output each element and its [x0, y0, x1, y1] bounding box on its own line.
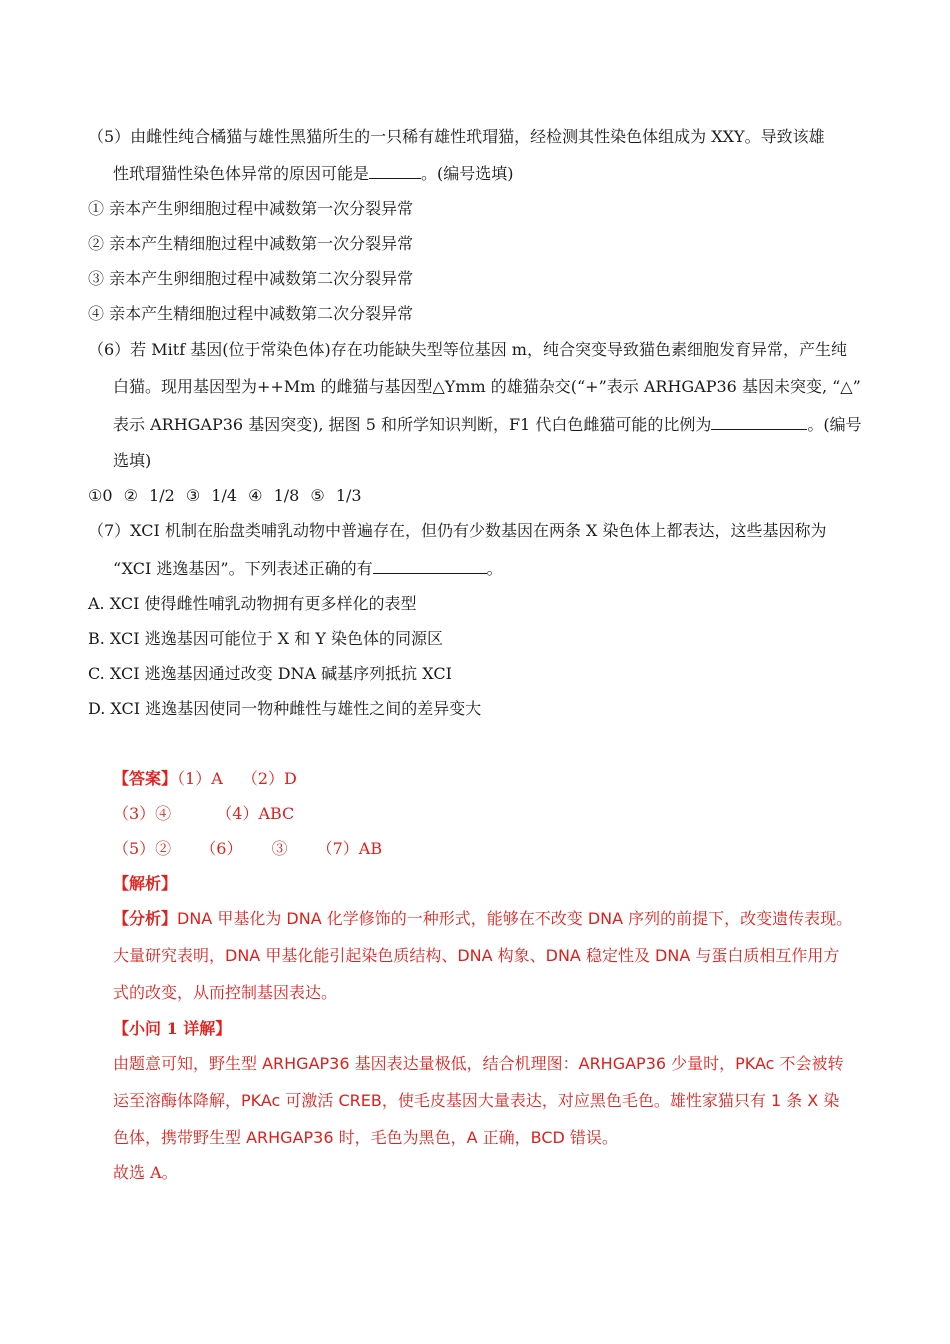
- q5-option-3: ③ 亲本产生卵细胞过程中减数第二次分裂异常: [88, 269, 414, 288]
- q7-line2: [113, 557, 503, 580]
- answer-row-3: （5）② （6） ③ （7）AB: [113, 839, 383, 858]
- fenxi-line-1: [113, 908, 852, 930]
- sub1-line-2: 运至溶酶体降解，PKAc 可激活 CREB，使毛皮基因大量表达，对应黑色毛色。雄性家猫只有 1 条 X 染: [113, 1091, 840, 1110]
- answer-row-2: （3）④ （4）ABC: [113, 804, 295, 823]
- q6-options: ①0 ② 1/2 ③ 1/4 ④ 1/8 ⑤ 1/3: [88, 486, 362, 505]
- q7-option-b: B. XCI 逃逸基因可能位于 X 和 Y 染色体的同源区: [88, 629, 443, 648]
- q6-line3-suffix: 。(编号: [807, 415, 862, 434]
- conclusion: 故选 A。: [113, 1163, 178, 1182]
- sub1-line-3: 色体，携带野生型 ARHGAP36 时，毛色为黑色，A 正确，BCD 错误。: [113, 1128, 618, 1147]
- q7-option-c: C. XCI 逃逸基因通过改变 DNA 碱基序列抵抗 XCI: [88, 664, 452, 683]
- q6-line3: [113, 413, 862, 436]
- q7-line1: （7）XCI 机制在胎盘类哺乳动物中普遍存在，但仍有少数基因在两条 X 染色体上都表达，这些基因称为: [88, 521, 827, 540]
- q5-option-1: ① 亲本产生卵细胞过程中减数第一次分裂异常: [88, 199, 414, 218]
- answer-row-1-text: （1）A （2）D: [177, 769, 297, 788]
- sub1-label: 【小问 1 详解】: [113, 1019, 232, 1038]
- q7-line2-suffix: 。: [486, 559, 503, 578]
- q7-option-a: A. XCI 使得雌性哺乳动物拥有更多样化的表型: [88, 594, 417, 613]
- q7-option-d: D. XCI 逃逸基因使同一物种雌性与雄性之间的差异变大: [88, 699, 482, 718]
- q6-line4: 选填): [113, 451, 152, 470]
- fenxi-line-3: 式的改变，从而控制基因表达。: [113, 983, 338, 1002]
- q6-line1: （6）若 Mitf 基因(位于常染色体)存在功能缺失型等位基因 m，纯合突变导致猫色素细胞发育异常，产生纯: [88, 340, 847, 359]
- q5-answer-blank: [369, 162, 421, 179]
- q5-line1: （5）由雌性纯合橘猫与雄性黑猫所生的一只稀有雄性玳瑁猫，经检测其性染色体组成为 XXY。导致该雄: [88, 127, 825, 146]
- answer-label: 【答案】: [113, 769, 178, 788]
- fenxi-text-1: DNA 甲基化为 DNA 化学修饰的一种形式，能够在不改变 DNA 序列的前提下，改变遗传表现。: [177, 909, 853, 928]
- answer-row-1: [113, 768, 297, 790]
- q5-line2: [113, 162, 514, 185]
- q6-answer-blank: [711, 413, 807, 430]
- sub1-line-1: 由题意可知，野生型 ARHGAP36 基因表达量极低，结合机理图：ARHGAP36 少量时，PKAc 不会被转: [113, 1054, 844, 1073]
- fenxi-label: 【分析】: [113, 909, 178, 928]
- q6-line3-text: 表示 ARHGAP36 基因突变), 据图 5 和所学知识判断，F1 代白色雌猫可能的比例为: [113, 415, 712, 434]
- q7-line2-text: “XCI 逃逸基因”。下列表述正确的有: [113, 559, 373, 578]
- q5-line2-suffix: 。(编号选填): [421, 164, 514, 183]
- q5-line2-text: 性玳瑁猫性染色体异常的原因可能是: [113, 164, 370, 183]
- q7-answer-blank: [373, 557, 487, 574]
- q5-option-2: ② 亲本产生精细胞过程中减数第一次分裂异常: [88, 234, 414, 253]
- analysis-label: 【解析】: [113, 874, 178, 893]
- q6-line2: 白猫。现用基因型为++Mm 的雌猫与基因型△Ymm 的雄猫杂交(“+”表示 ARHGAP36 基因未突变, “△”: [113, 377, 861, 396]
- q5-option-4: ④ 亲本产生精细胞过程中减数第二次分裂异常: [88, 304, 414, 323]
- fenxi-line-2: 大量研究表明，DNA 甲基化能引起染色质结构、DNA 构象、DNA 稳定性及 DNA 与蛋白质相互作用方: [113, 946, 840, 965]
